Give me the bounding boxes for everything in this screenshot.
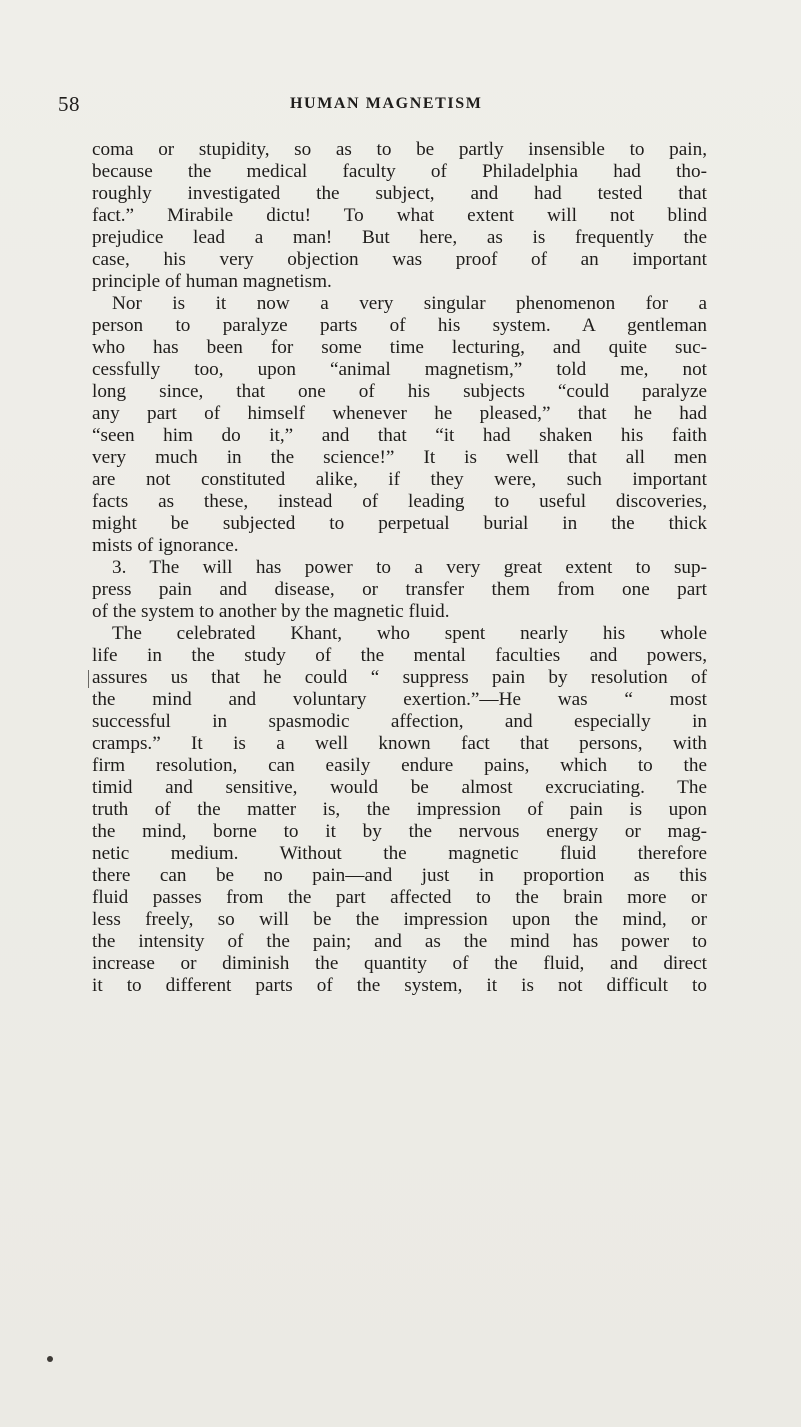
- text-line: the mind, borne to it by the nervous energy or mag-: [92, 821, 707, 842]
- body-text: [92, 139, 707, 997]
- text-line: life in the study of the mental faculties and powers,: [92, 645, 707, 666]
- paragraph-start-line: 3. The will has power to a very great extent to sup-: [112, 557, 707, 578]
- text-line: it to different parts of the system, it is not difficult to: [92, 975, 707, 996]
- text-line: are not constituted alike, if they were, such important: [92, 469, 707, 490]
- paragraph-start-line: The celebrated Khant, who spent nearly his whole: [112, 623, 707, 644]
- ink-speck: [47, 1356, 53, 1362]
- running-head: [58, 92, 706, 122]
- text-line: any part of himself whenever he pleased,” that he had: [92, 403, 707, 424]
- text-line: successful in spasmodic affection, and especially in: [92, 711, 707, 732]
- text-line: fact.” Mirabile dictu! To what extent will not blind: [92, 205, 707, 226]
- text-line: assures us that he could “ suppress pain by resolution of: [92, 667, 707, 688]
- text-line: might be subjected to perpetual burial in the thick: [92, 513, 707, 534]
- text-line: the mind and voluntary exertion.”—He was “ most: [92, 689, 707, 710]
- text-line: prejudice lead a man! But here, as is frequently the: [92, 227, 707, 248]
- text-line: there can be no pain—and just in proportion as this: [92, 865, 707, 886]
- text-line: the intensity of the pain; and as the mind has power to: [92, 931, 707, 952]
- text-line: who has been for some time lecturing, and quite suc-: [92, 337, 707, 358]
- text-line: increase or diminish the quantity of the fluid, and direct: [92, 953, 707, 974]
- text-line: mists of ignorance.: [92, 535, 239, 556]
- running-title: HUMAN MAGNETISM: [290, 95, 483, 112]
- text-line: of the system to another by the magnetic fluid.: [92, 601, 450, 622]
- margin-mark: [88, 670, 89, 688]
- text-line: cessfully too, upon “animal magnetism,” told me, not: [92, 359, 707, 380]
- text-line: timid and sensitive, would be almost excruciating. The: [92, 777, 707, 798]
- text-line: press pain and disease, or transfer them from one part: [92, 579, 707, 600]
- text-line: case, his very objection was proof of an important: [92, 249, 707, 270]
- text-line: very much in the science!” It is well that all men: [92, 447, 707, 468]
- text-line: facts as these, instead of leading to useful discoveries,: [92, 491, 707, 512]
- text-line: truth of the matter is, the impression of pain is upon: [92, 799, 707, 820]
- text-line: long since, that one of his subjects “could paralyze: [92, 381, 707, 402]
- text-line: principle of human magnetism.: [92, 271, 332, 292]
- text-line: person to paralyze parts of his system. A gentleman: [92, 315, 707, 336]
- text-line: cramps.” It is a well known fact that persons, with: [92, 733, 707, 754]
- page-number: 58: [58, 92, 80, 116]
- text-line: coma or stupidity, so as to be partly insensible to pain,: [92, 139, 707, 160]
- text-line: fluid passes from the part affected to the brain more or: [92, 887, 707, 908]
- text-line: netic medium. Without the magnetic fluid therefore: [92, 843, 707, 864]
- text-line: “seen him do it,” and that “it had shaken his faith: [92, 425, 707, 446]
- text-line: roughly investigated the subject, and had tested that: [92, 183, 707, 204]
- paragraph-start-line: Nor is it now a very singular phenomenon for a: [112, 293, 707, 314]
- text-line: less freely, so will be the impression upon the mind, or: [92, 909, 707, 930]
- text-line: because the medical faculty of Philadelphia had tho-: [92, 161, 707, 182]
- text-line: firm resolution, can easily endure pains, which to the: [92, 755, 707, 776]
